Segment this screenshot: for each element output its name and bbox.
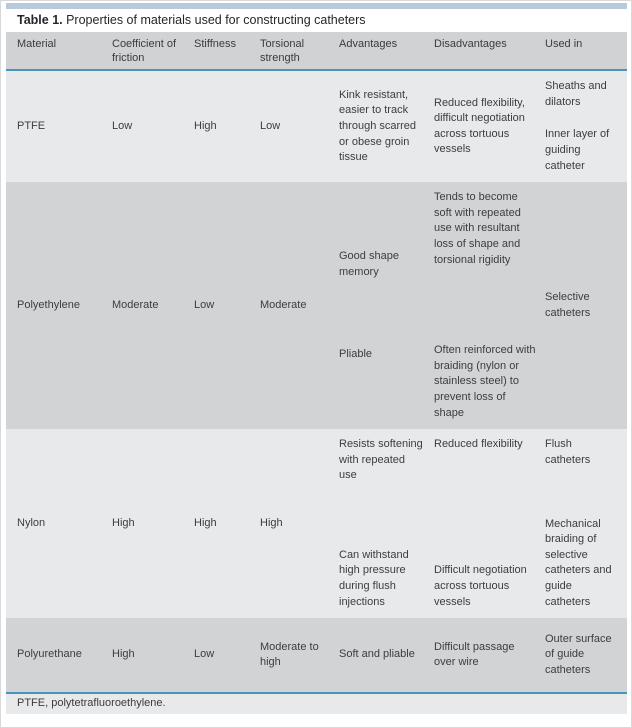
table-header-row	[6, 32, 627, 70]
cell-disadvantages: Reduced flexibility Difficult negotiation across tortuous vessels	[434, 438, 527, 608]
cell-used-in: Sheaths and dilators Inner layer of guiding catheter	[545, 80, 610, 172]
table-title	[6, 9, 627, 32]
cell-advantages: Good shape memory Pliable	[339, 249, 399, 360]
cell-torsional: Moderate	[260, 298, 307, 311]
cell-torsional: High	[260, 516, 283, 529]
column-header-coefficient-of-friction: Coefficient of friction	[112, 37, 177, 64]
cell-stiffness: Low	[194, 298, 215, 311]
cell-torsional: Low	[260, 119, 281, 132]
cell-material: Polyurethane	[17, 648, 82, 661]
table-row-ptfe	[6, 71, 627, 182]
column-header-advantages: Advantages	[339, 37, 398, 50]
cell-used-in: Outer surface of guide catheters	[545, 632, 612, 677]
cell-disadvantages: Tends to become soft with repeated use with resultant loss of shape and torsional rigidity Often reinforced with braiding (nylon or stainless steel) to prevent loss of shape	[434, 191, 536, 419]
cell-stiffness: High	[194, 119, 217, 132]
column-header-torsional-strength: Torsional strength	[260, 37, 305, 64]
table-row-nylon	[6, 429, 627, 618]
cell-material: PTFE	[17, 119, 46, 132]
cell-advantages: Kink resistant, easier to track through scarred or obese groin tissue	[339, 88, 417, 164]
cell-advantages: Resists softening with repeated use Can withstand high pressure during flush injections	[339, 438, 423, 608]
cell-friction: Low	[112, 119, 133, 132]
cell-disadvantages: Reduced flexibility, difficult negotiation across tortuous vessels	[434, 96, 525, 156]
table-footnote: PTFE, polytetrafluoroethylene.	[6, 694, 627, 714]
column-header-stiffness: Stiffness	[194, 37, 236, 50]
cell-stiffness: Low	[194, 648, 215, 661]
cell-material: Nylon	[17, 516, 46, 529]
column-header-material: Material	[17, 37, 57, 50]
table-number: Table 1.	[17, 13, 63, 27]
cell-used-in: Flush catheters Mechanical braiding of selective catheters and guide catheters	[545, 438, 612, 608]
table-row-polyurethane	[6, 618, 627, 692]
cell-friction: High	[112, 648, 135, 661]
cell-friction: Moderate	[112, 298, 159, 311]
cell-stiffness: High	[194, 516, 217, 529]
table-row-polyethylene	[6, 182, 627, 429]
cell-disadvantages: Difficult passage over wire	[434, 640, 515, 669]
column-header-disadvantages: Disadvantages	[434, 37, 507, 50]
cell-friction: High	[112, 516, 135, 529]
column-header-used-in: Used in	[545, 37, 583, 50]
table-container	[6, 3, 627, 714]
cell-used-in: Selective catheters	[545, 291, 591, 319]
table-caption: Properties of materials used for constructing catheters	[62, 13, 366, 27]
cell-advantages: Soft and pliable	[339, 648, 415, 661]
cell-material: Polyethylene	[17, 298, 80, 311]
cell-torsional: Moderate to high	[260, 640, 319, 669]
